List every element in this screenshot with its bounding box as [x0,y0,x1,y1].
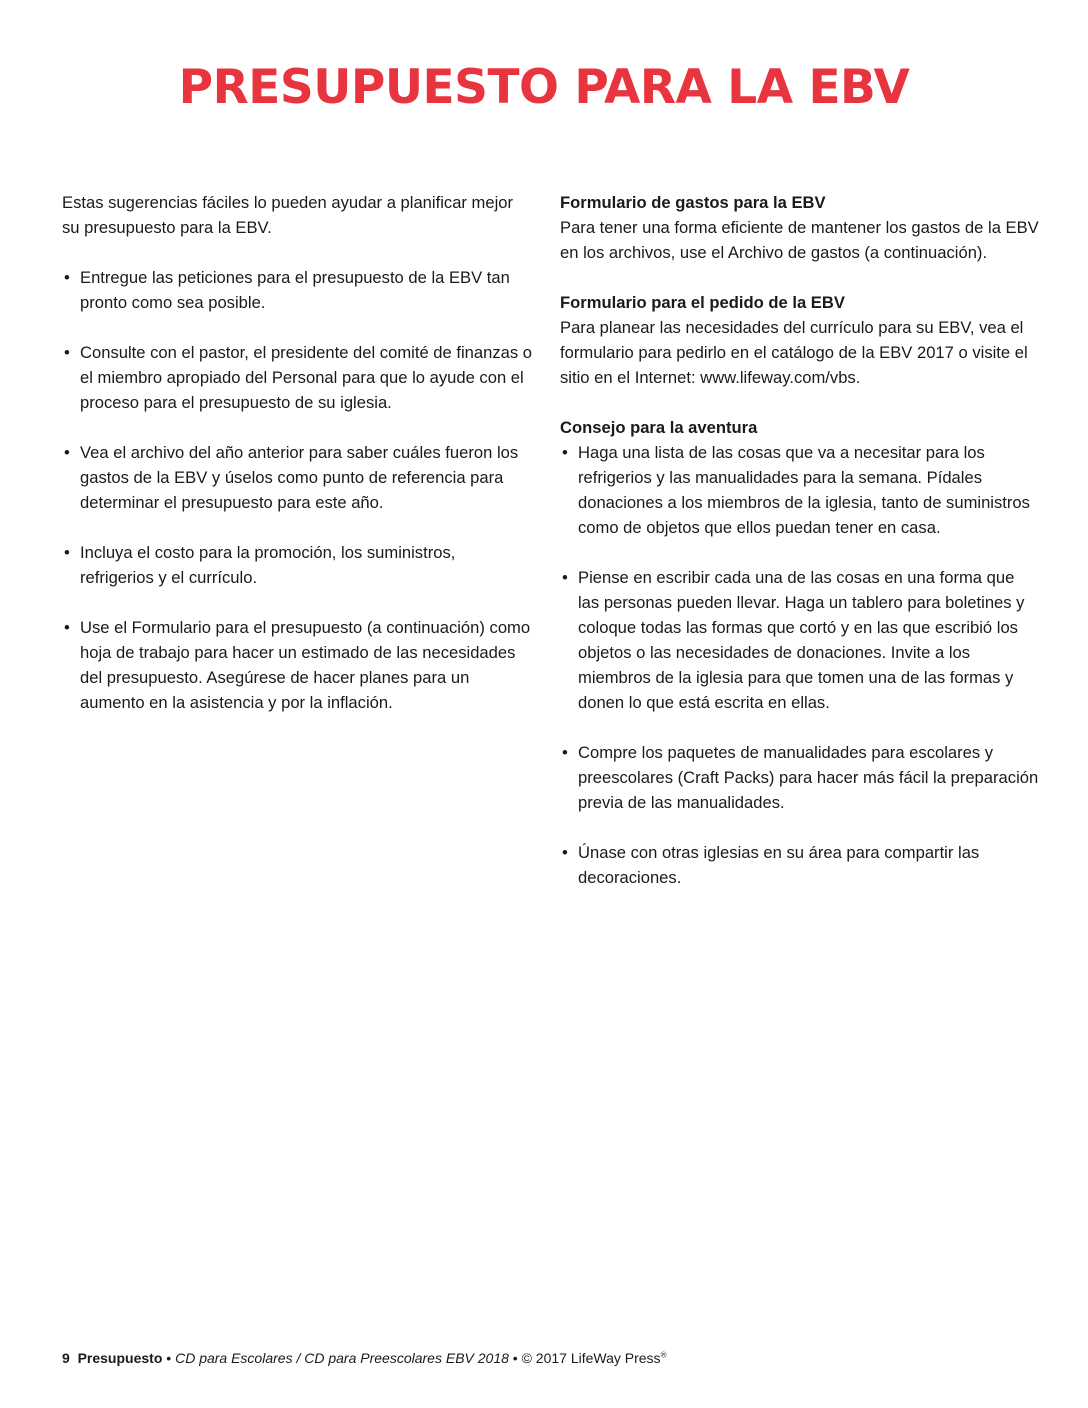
list-item: • Únase con otras iglesias en su área para compartir las decoraciones. [560,840,1040,890]
section-heading: Formulario de gastos para la EBV [560,193,826,212]
section-heading: Consejo para la aventura [560,418,758,437]
registered-mark: ® [660,1350,667,1360]
footer-separator: • [508,1350,522,1366]
list-item: • Use el Formulario para el presupuesto (a continuación) como hoja de trabajo para hacer un estimado de las necesidades del presupuesto. Asegúrese de hacer planes para un aumento en la asistencia y por la inflación. [62,615,532,715]
expenses-form-section [560,190,1040,265]
adventure-tips-list [560,440,1040,890]
section-body: Para planear las necesidades del currículo para su EBV, vea el formulario para pedirlo en el catálogo de la EBV 2017 o visite el sitio en el Internet: www.lifeway.com/vbs. [560,318,1028,387]
list-item: • Vea el archivo del año anterior para saber cuáles fueron los gastos de la EBV y úselos como punto de referencia para determinar el presupuesto para este año. [62,440,532,515]
budget-tips-list [62,265,532,715]
list-item: • Piense en escribir cada una de las cosas en una forma que las personas pueden llevar. Haga un tablero para boletines y coloque todas las formas que cortó y en las que escribió los objetos o las necesidades de donaciones. Invite a los miembros de la iglesia para que tomen una de las formas y donen lo que está escrita en ellas. [560,565,1040,715]
page-title: PRESUPUESTO PARA LA EBV [178,60,910,115]
adventure-tips-section [560,415,1040,890]
list-item: • Incluya el costo para la promoción, los suministros, refrigerios y el currículo. [62,540,532,590]
left-column [62,190,532,740]
page-number: 9 [62,1350,70,1366]
order-form-section [560,290,1040,390]
intro-paragraph: Estas sugerencias fáciles lo pueden ayudar a planificar mejor su presupuesto para la EBV. [62,193,514,237]
footer-section: Presupuesto [77,1350,163,1366]
section-heading: Formulario para el pedido de la EBV [560,293,845,312]
footer-copyright: © 2017 LifeWay Press [521,1350,661,1366]
list-item: • Consulte con el pastor, el presidente del comité de finanzas o el miembro apropiado del Personal para que lo ayude con el proceso para el presupuesto de su iglesia. [62,340,532,415]
page-footer [62,1348,666,1368]
list-item: • Compre los paquetes de manualidades para escolares y preescolares (Craft Packs) para hacer más fácil la preparación previa de las manualidades. [560,740,1040,815]
section-body: Para tener una forma eficiente de mantener los gastos de la EBV en los archivos, use el Archivo de gastos (a continuación). [560,218,1039,262]
list-item: • Entregue las peticiones para el presupuesto de la EBV tan pronto como sea posible. [62,265,532,315]
right-column [560,190,1040,915]
list-item: • Haga una lista de las cosas que va a necesitar para los refrigerios y las manualidades para la semana. Pídales donaciones a los miembros de la iglesia, tanto de suministros como de objetos que ellos puedan tener en casa. [560,440,1040,540]
footer-separator: • [162,1350,176,1366]
footer-product: CD para Escolares / CD para Preescolares EBV 2018 [175,1350,509,1366]
